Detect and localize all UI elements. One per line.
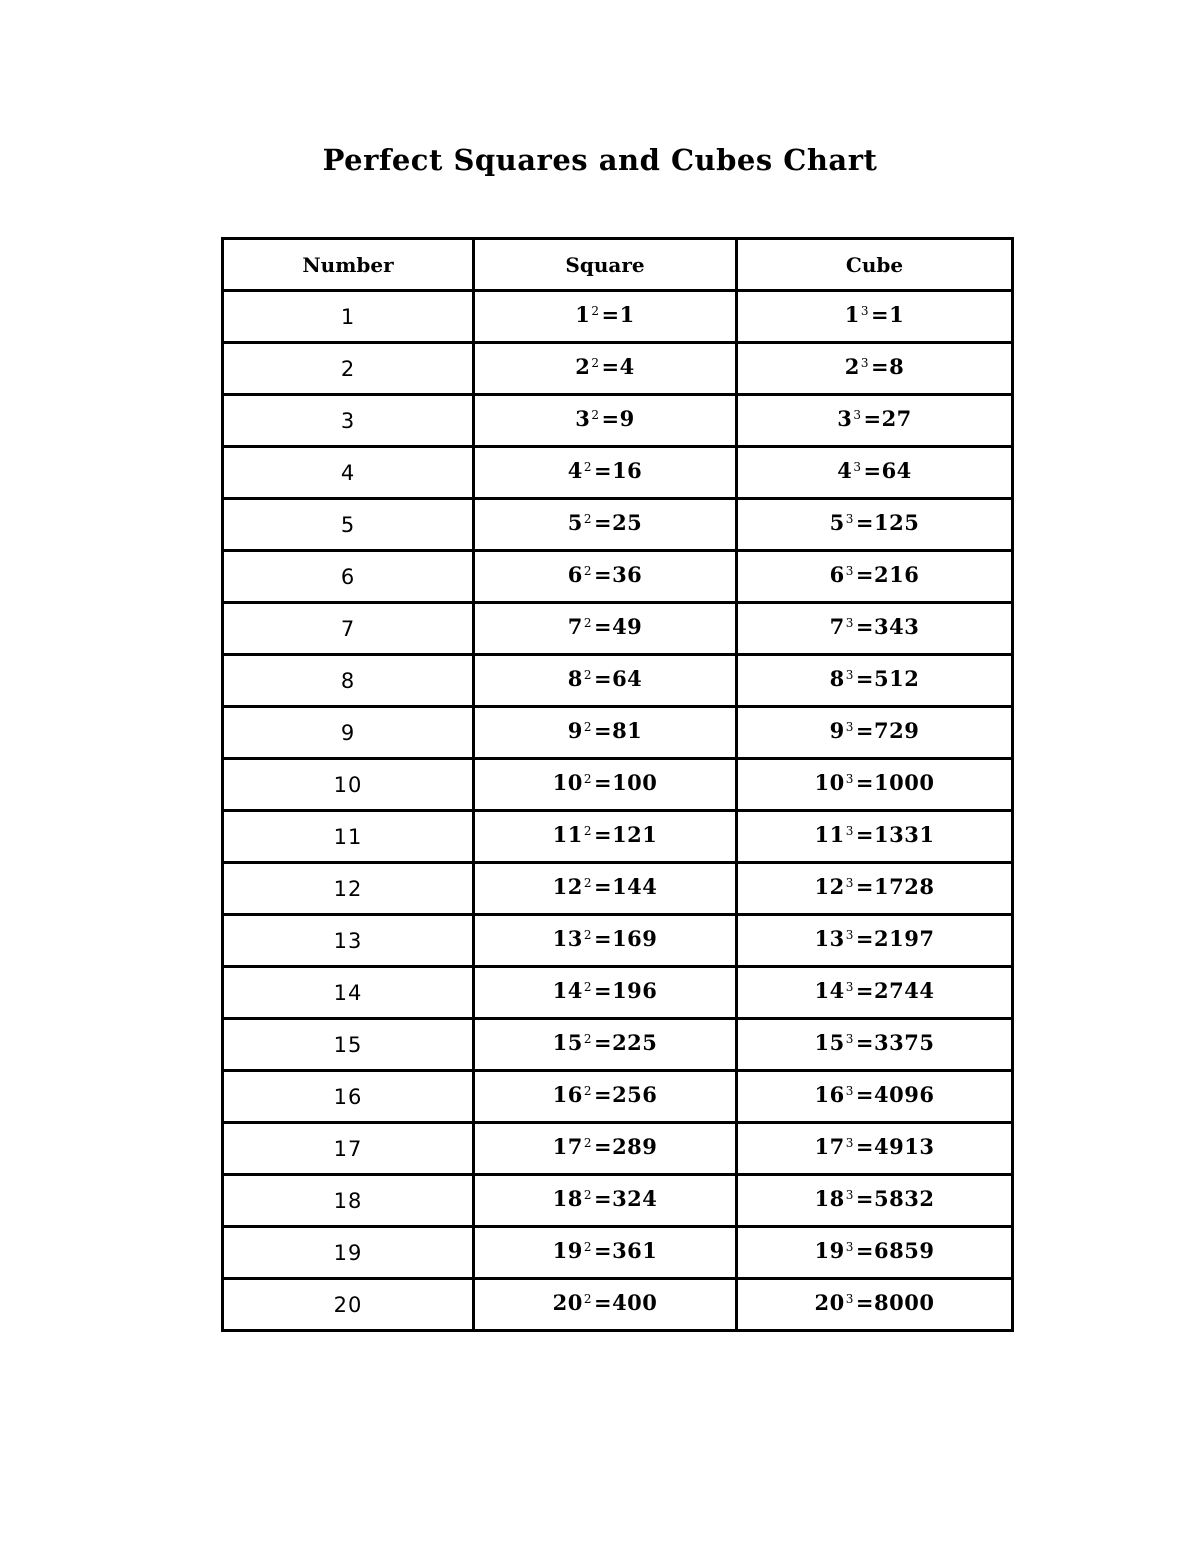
cube-base: 4 bbox=[837, 458, 853, 483]
square-base: 13 bbox=[552, 926, 583, 951]
cube-exponent: 3 bbox=[845, 1292, 854, 1306]
number-cell: 3 bbox=[223, 395, 474, 447]
square-cell bbox=[474, 395, 737, 447]
table-row bbox=[223, 603, 1013, 655]
cube-cell bbox=[737, 915, 1013, 967]
square-exponent: 2 bbox=[583, 668, 592, 682]
cube-base: 17 bbox=[814, 1134, 845, 1159]
cube-base: 20 bbox=[814, 1290, 845, 1315]
cube-value: 125 bbox=[874, 510, 920, 535]
table-row bbox=[223, 1071, 1013, 1123]
square-value: 361 bbox=[612, 1238, 658, 1263]
cube-cell bbox=[737, 447, 1013, 499]
equals-sign: = bbox=[855, 614, 875, 639]
cube-exponent: 3 bbox=[845, 668, 854, 682]
square-exponent: 2 bbox=[583, 1292, 592, 1306]
equals-sign: = bbox=[855, 770, 875, 795]
cube-cell bbox=[737, 1123, 1013, 1175]
cube-cell bbox=[737, 967, 1013, 1019]
square-cell bbox=[474, 863, 737, 915]
square-value: 16 bbox=[612, 458, 643, 483]
square-value: 256 bbox=[612, 1082, 658, 1107]
cube-cell bbox=[737, 1227, 1013, 1279]
table-row bbox=[223, 447, 1013, 499]
squares-cubes-table bbox=[221, 237, 1014, 1332]
cube-cell bbox=[737, 1279, 1013, 1331]
square-value: 1 bbox=[619, 302, 635, 327]
cube-value: 8 bbox=[889, 354, 905, 379]
cube-cell bbox=[737, 551, 1013, 603]
cube-base: 5 bbox=[829, 510, 845, 535]
table-row bbox=[223, 343, 1013, 395]
square-cell bbox=[474, 759, 737, 811]
square-value: 169 bbox=[612, 926, 658, 951]
cube-exponent: 3 bbox=[845, 1084, 854, 1098]
cube-exponent: 3 bbox=[845, 772, 854, 786]
square-exponent: 2 bbox=[583, 616, 592, 630]
square-base: 14 bbox=[552, 978, 583, 1003]
number-cell: 4 bbox=[223, 447, 474, 499]
cube-exponent: 3 bbox=[845, 1240, 854, 1254]
square-cell bbox=[474, 603, 737, 655]
cube-cell bbox=[737, 395, 1013, 447]
table-body bbox=[223, 291, 1013, 1331]
square-cell bbox=[474, 447, 737, 499]
square-base: 10 bbox=[552, 770, 583, 795]
header-number: Number bbox=[223, 239, 474, 291]
equals-sign: = bbox=[601, 354, 620, 379]
equals-sign: = bbox=[593, 562, 613, 587]
square-cell bbox=[474, 1175, 737, 1227]
square-value: 121 bbox=[612, 822, 658, 847]
cube-exponent: 3 bbox=[845, 824, 854, 838]
cube-value: 729 bbox=[874, 718, 920, 743]
square-base: 9 bbox=[567, 718, 583, 743]
cube-base: 1 bbox=[844, 302, 860, 327]
number-cell: 12 bbox=[223, 863, 474, 915]
number-cell: 20 bbox=[223, 1279, 474, 1331]
square-base: 1 bbox=[575, 302, 591, 327]
cube-exponent: 3 bbox=[845, 1188, 854, 1202]
square-exponent: 2 bbox=[583, 460, 592, 474]
number-cell: 5 bbox=[223, 499, 474, 551]
cube-value: 2744 bbox=[874, 978, 935, 1003]
number-cell: 14 bbox=[223, 967, 474, 1019]
equals-sign: = bbox=[593, 1290, 613, 1315]
cube-cell bbox=[737, 1019, 1013, 1071]
cube-base: 9 bbox=[829, 718, 845, 743]
number-cell: 6 bbox=[223, 551, 474, 603]
table-row bbox=[223, 499, 1013, 551]
equals-sign: = bbox=[855, 926, 875, 951]
header-square: Square bbox=[474, 239, 737, 291]
cube-cell bbox=[737, 811, 1013, 863]
cube-exponent: 3 bbox=[845, 616, 854, 630]
equals-sign: = bbox=[593, 458, 613, 483]
table-row bbox=[223, 811, 1013, 863]
cube-exponent: 3 bbox=[845, 1136, 854, 1150]
cube-cell bbox=[737, 759, 1013, 811]
cube-exponent: 3 bbox=[845, 512, 854, 526]
square-exponent: 2 bbox=[583, 824, 592, 838]
cube-value: 1331 bbox=[874, 822, 935, 847]
square-base: 15 bbox=[552, 1030, 583, 1055]
square-cell bbox=[474, 291, 737, 343]
cube-exponent: 3 bbox=[845, 1032, 854, 1046]
number-cell: 9 bbox=[223, 707, 474, 759]
cube-base: 6 bbox=[829, 562, 845, 587]
square-base: 8 bbox=[567, 666, 583, 691]
square-exponent: 2 bbox=[583, 564, 592, 578]
equals-sign: = bbox=[593, 666, 613, 691]
square-value: 196 bbox=[612, 978, 658, 1003]
square-exponent: 2 bbox=[583, 980, 592, 994]
cube-exponent: 3 bbox=[845, 876, 854, 890]
cube-base: 8 bbox=[829, 666, 845, 691]
cube-exponent: 3 bbox=[845, 980, 854, 994]
cube-value: 216 bbox=[874, 562, 920, 587]
page-title: Perfect Squares and Cubes Chart bbox=[322, 143, 878, 177]
cube-cell bbox=[737, 863, 1013, 915]
cube-value: 5832 bbox=[874, 1186, 935, 1211]
cube-exponent: 3 bbox=[853, 460, 862, 474]
equals-sign: = bbox=[593, 1030, 613, 1055]
table-row bbox=[223, 291, 1013, 343]
equals-sign: = bbox=[855, 666, 875, 691]
equals-sign: = bbox=[855, 1030, 875, 1055]
table-row bbox=[223, 395, 1013, 447]
square-base: 4 bbox=[567, 458, 583, 483]
equals-sign: = bbox=[601, 406, 620, 431]
cube-value: 1 bbox=[889, 302, 905, 327]
cube-cell bbox=[737, 499, 1013, 551]
table-row bbox=[223, 655, 1013, 707]
table-row bbox=[223, 967, 1013, 1019]
cube-base: 15 bbox=[814, 1030, 845, 1055]
cube-value: 512 bbox=[874, 666, 920, 691]
equals-sign: = bbox=[871, 354, 890, 379]
table-row bbox=[223, 863, 1013, 915]
square-base: 7 bbox=[567, 614, 583, 639]
equals-sign: = bbox=[855, 510, 875, 535]
square-value: 144 bbox=[612, 874, 658, 899]
equals-sign: = bbox=[855, 1290, 875, 1315]
equals-sign: = bbox=[593, 926, 613, 951]
square-cell bbox=[474, 707, 737, 759]
square-value: 324 bbox=[612, 1186, 658, 1211]
square-base: 17 bbox=[552, 1134, 583, 1159]
cube-value: 2197 bbox=[874, 926, 935, 951]
number-cell: 16 bbox=[223, 1071, 474, 1123]
cube-base: 12 bbox=[814, 874, 845, 899]
equals-sign: = bbox=[593, 614, 613, 639]
table-row bbox=[223, 1227, 1013, 1279]
square-value: 4 bbox=[619, 354, 635, 379]
square-value: 49 bbox=[612, 614, 643, 639]
square-cell bbox=[474, 811, 737, 863]
square-base: 2 bbox=[575, 354, 591, 379]
number-cell: 1 bbox=[223, 291, 474, 343]
square-value: 289 bbox=[612, 1134, 658, 1159]
cube-base: 18 bbox=[814, 1186, 845, 1211]
table-header bbox=[223, 239, 1013, 291]
number-cell: 17 bbox=[223, 1123, 474, 1175]
header-cube: Cube bbox=[737, 239, 1013, 291]
square-base: 3 bbox=[575, 406, 591, 431]
square-exponent: 2 bbox=[591, 304, 600, 318]
number-cell: 13 bbox=[223, 915, 474, 967]
cube-value: 6859 bbox=[874, 1238, 935, 1263]
equals-sign: = bbox=[863, 406, 882, 431]
square-cell bbox=[474, 1123, 737, 1175]
cube-cell bbox=[737, 603, 1013, 655]
equals-sign: = bbox=[855, 1082, 875, 1107]
table-row bbox=[223, 759, 1013, 811]
cube-value: 64 bbox=[881, 458, 912, 483]
cube-cell bbox=[737, 343, 1013, 395]
equals-sign: = bbox=[593, 1238, 613, 1263]
square-exponent: 2 bbox=[591, 408, 600, 422]
equals-sign: = bbox=[593, 822, 613, 847]
square-value: 36 bbox=[612, 562, 643, 587]
equals-sign: = bbox=[593, 718, 613, 743]
number-cell: 7 bbox=[223, 603, 474, 655]
cube-base: 14 bbox=[814, 978, 845, 1003]
equals-sign: = bbox=[593, 510, 613, 535]
square-cell bbox=[474, 655, 737, 707]
equals-sign: = bbox=[593, 1186, 613, 1211]
cube-value: 4913 bbox=[874, 1134, 935, 1159]
square-base: 19 bbox=[552, 1238, 583, 1263]
cube-exponent: 3 bbox=[860, 356, 870, 370]
number-cell: 8 bbox=[223, 655, 474, 707]
number-cell: 19 bbox=[223, 1227, 474, 1279]
square-value: 25 bbox=[612, 510, 643, 535]
square-cell bbox=[474, 1019, 737, 1071]
equals-sign: = bbox=[601, 302, 620, 327]
table-row bbox=[223, 551, 1013, 603]
cube-base: 16 bbox=[814, 1082, 845, 1107]
cube-exponent: 3 bbox=[853, 408, 862, 422]
cube-exponent: 3 bbox=[845, 928, 854, 942]
square-value: 225 bbox=[612, 1030, 658, 1055]
cube-value: 1000 bbox=[874, 770, 935, 795]
square-exponent: 2 bbox=[583, 1188, 592, 1202]
square-cell bbox=[474, 343, 737, 395]
number-cell: 11 bbox=[223, 811, 474, 863]
equals-sign: = bbox=[593, 978, 613, 1003]
equals-sign: = bbox=[855, 874, 875, 899]
table-row bbox=[223, 707, 1013, 759]
square-cell bbox=[474, 499, 737, 551]
cube-base: 11 bbox=[814, 822, 845, 847]
equals-sign: = bbox=[855, 978, 875, 1003]
square-exponent: 2 bbox=[583, 1084, 592, 1098]
equals-sign: = bbox=[871, 302, 890, 327]
cube-exponent: 3 bbox=[860, 304, 870, 318]
square-base: 6 bbox=[567, 562, 583, 587]
equals-sign: = bbox=[593, 874, 613, 899]
square-exponent: 2 bbox=[583, 928, 592, 942]
cube-base: 3 bbox=[837, 406, 853, 431]
cube-base: 19 bbox=[814, 1238, 845, 1263]
table-row bbox=[223, 1123, 1013, 1175]
square-exponent: 2 bbox=[583, 1240, 592, 1254]
square-base: 16 bbox=[552, 1082, 583, 1107]
cube-base: 2 bbox=[844, 354, 860, 379]
square-base: 5 bbox=[567, 510, 583, 535]
equals-sign: = bbox=[863, 458, 882, 483]
number-cell: 18 bbox=[223, 1175, 474, 1227]
square-base: 12 bbox=[552, 874, 583, 899]
square-value: 64 bbox=[612, 666, 643, 691]
square-exponent: 2 bbox=[591, 356, 600, 370]
table-row bbox=[223, 1019, 1013, 1071]
cube-value: 1728 bbox=[874, 874, 935, 899]
square-cell bbox=[474, 551, 737, 603]
square-base: 20 bbox=[552, 1290, 583, 1315]
square-cell bbox=[474, 1227, 737, 1279]
number-cell: 2 bbox=[223, 343, 474, 395]
square-value: 81 bbox=[612, 718, 643, 743]
square-value: 400 bbox=[612, 1290, 658, 1315]
square-cell bbox=[474, 915, 737, 967]
square-exponent: 2 bbox=[583, 1136, 592, 1150]
cube-base: 13 bbox=[814, 926, 845, 951]
square-exponent: 2 bbox=[583, 512, 592, 526]
equals-sign: = bbox=[855, 1186, 875, 1211]
equals-sign: = bbox=[855, 562, 875, 587]
number-cell: 10 bbox=[223, 759, 474, 811]
cube-base: 7 bbox=[829, 614, 845, 639]
table-row bbox=[223, 915, 1013, 967]
cube-cell bbox=[737, 707, 1013, 759]
square-exponent: 2 bbox=[583, 720, 592, 734]
equals-sign: = bbox=[593, 1082, 613, 1107]
number-cell: 15 bbox=[223, 1019, 474, 1071]
square-exponent: 2 bbox=[583, 772, 592, 786]
cube-value: 343 bbox=[874, 614, 920, 639]
equals-sign: = bbox=[593, 1134, 613, 1159]
cube-value: 27 bbox=[881, 406, 912, 431]
cube-cell bbox=[737, 655, 1013, 707]
cube-base: 10 bbox=[814, 770, 845, 795]
square-cell bbox=[474, 1279, 737, 1331]
cube-exponent: 3 bbox=[845, 564, 854, 578]
equals-sign: = bbox=[593, 770, 613, 795]
square-base: 18 bbox=[552, 1186, 583, 1211]
equals-sign: = bbox=[855, 1134, 875, 1159]
cube-cell bbox=[737, 1071, 1013, 1123]
header-row bbox=[223, 239, 1013, 291]
equals-sign: = bbox=[855, 822, 875, 847]
square-value: 100 bbox=[612, 770, 658, 795]
square-value: 9 bbox=[619, 406, 635, 431]
equals-sign: = bbox=[855, 718, 875, 743]
square-cell bbox=[474, 967, 737, 1019]
square-cell bbox=[474, 1071, 737, 1123]
cube-cell bbox=[737, 1175, 1013, 1227]
table-row bbox=[223, 1279, 1013, 1331]
square-exponent: 2 bbox=[583, 876, 592, 890]
cube-cell bbox=[737, 291, 1013, 343]
table-row bbox=[223, 1175, 1013, 1227]
cube-value: 8000 bbox=[874, 1290, 935, 1315]
cube-value: 4096 bbox=[874, 1082, 935, 1107]
square-exponent: 2 bbox=[583, 1032, 592, 1046]
cube-value: 3375 bbox=[874, 1030, 935, 1055]
square-base: 11 bbox=[552, 822, 583, 847]
equals-sign: = bbox=[855, 1238, 875, 1263]
cube-exponent: 3 bbox=[845, 720, 854, 734]
